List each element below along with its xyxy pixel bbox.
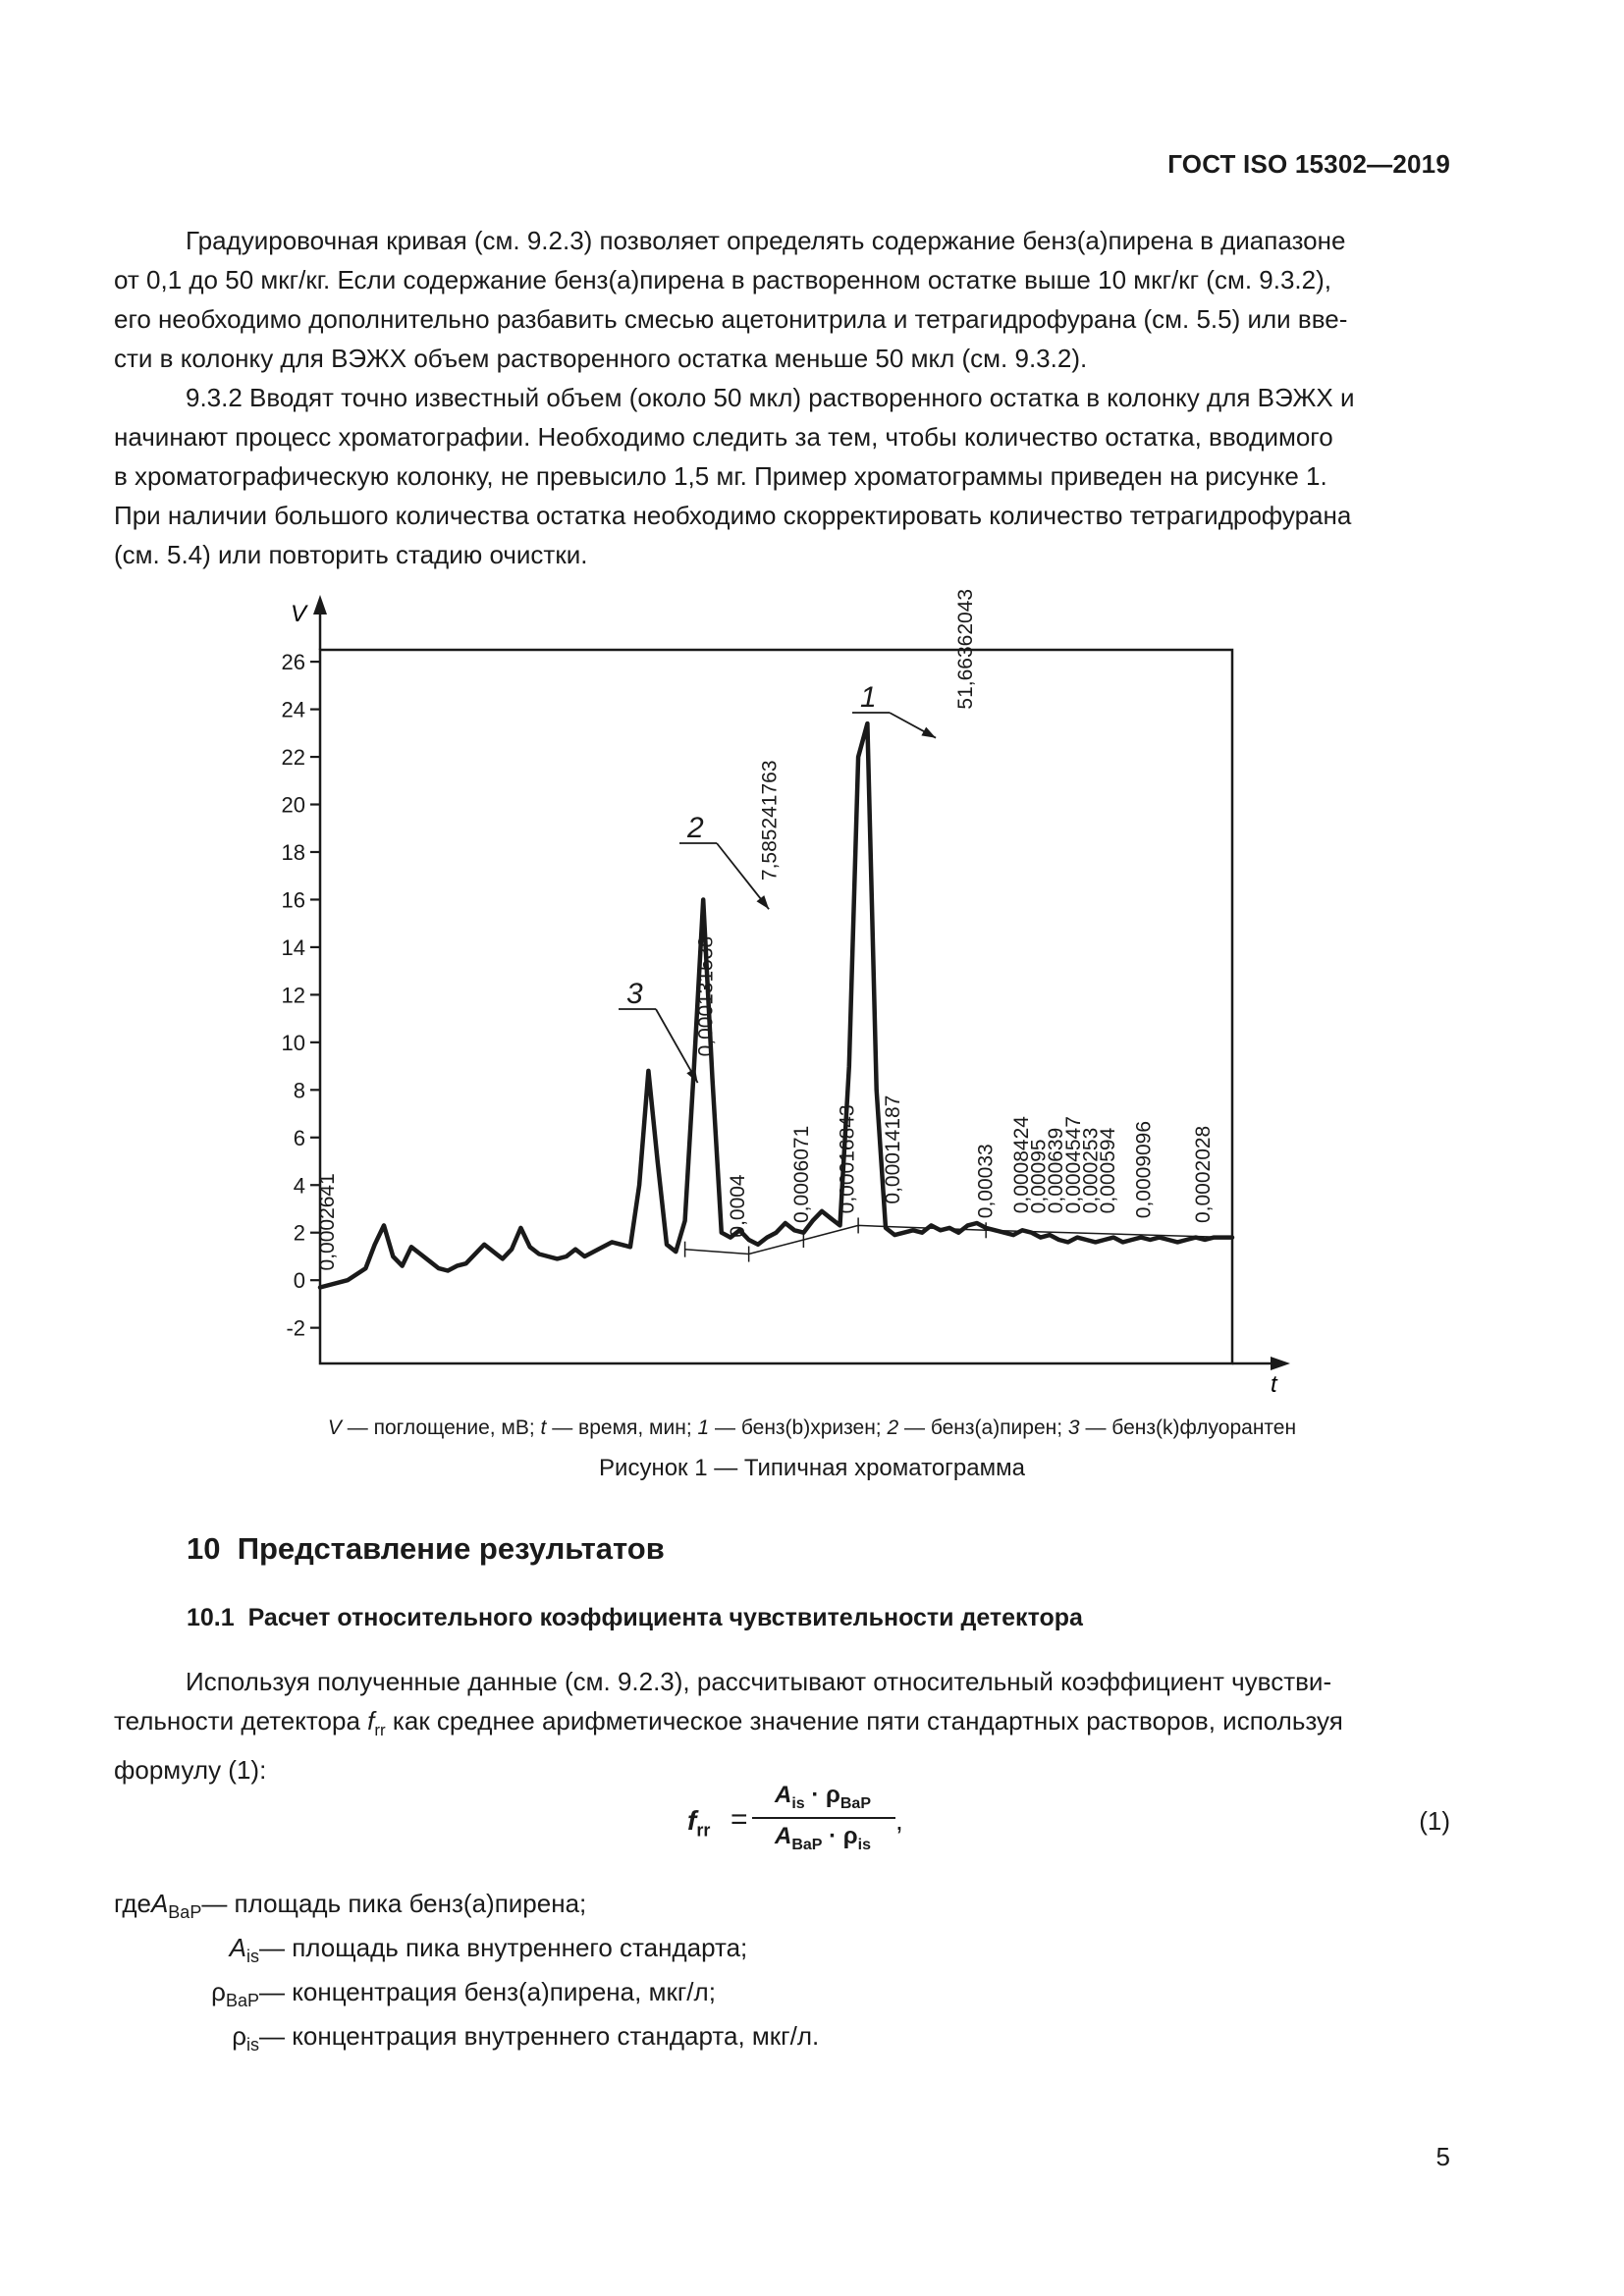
peak-area-label: 0,0002641 <box>315 1173 339 1271</box>
y-tick-label: 12 <box>281 983 305 1008</box>
paragraph-sensitivity <box>114 1662 1449 1789</box>
paragraph-line: начинают процесс хроматографии. Необходимо следить за тем, чтобы количество остатка, вводимого <box>114 422 1333 452</box>
plot-frame <box>320 650 1232 1363</box>
formula-fraction-bar <box>752 1817 895 1819</box>
paragraph-line: При наличии большого количества остатка необходимо скорректировать количество тетрагидрофурана <box>114 501 1352 530</box>
y-tick-label: 4 <box>293 1173 305 1199</box>
paragraph-line: формулу (1): <box>114 1755 267 1786</box>
formula-comma: , <box>895 1805 903 1836</box>
peak-area-label: 0,000253 <box>1079 1127 1103 1214</box>
standard-header: ГОСТ ISO 15302—2019 <box>1167 149 1450 179</box>
paragraph-line: 9.3.2 Вводят точно известный объем (около 50 мкл) растворенного остатка в колонку для ВЭЖХ и <box>186 383 1355 412</box>
y-axis-arrow-head <box>313 595 327 614</box>
paragraph-line: сти в колонку для ВЭЖХ объем растворенного остатка меньше 50 мкл (см. 9.3.2). <box>114 344 1088 373</box>
paragraph-line: от 0,1 до 50 мкг/кг. Если содержание бенз(а)пирена в растворенном остатке выше 10 мкг/кг (см. 9.3.2), <box>114 265 1331 294</box>
paragraph-line: в хроматографическую колонку, не превысило 1,5 мг. Пример хроматограммы приведен на рисунке 1. <box>114 461 1327 491</box>
figure-legend <box>0 1416 1624 1440</box>
formula-denominator: $A_{BaP} \cdot \rho_{is}$ <box>775 1823 871 1853</box>
legend-desc-2: — бенз(а)пирен; <box>898 1416 1068 1439</box>
peak-area-label: 0,00016843 <box>836 1104 859 1214</box>
peak-marker-arrowhead <box>921 727 936 738</box>
x-axis-arrow-head <box>1271 1357 1290 1370</box>
where-list <box>114 1886 819 2062</box>
where-prefix: где <box>114 1889 151 1918</box>
y-tick-label: 14 <box>281 934 305 960</box>
peak-area-label: 0,000594 <box>1097 1127 1120 1214</box>
peak-area-label: 0,0009096 <box>1132 1120 1156 1219</box>
legend-t-desc: — время, мин; <box>546 1416 698 1439</box>
legend-v-symbol: V <box>327 1416 342 1439</box>
peak-area-label: 0,0004547 <box>1061 1116 1085 1214</box>
y-tick-label: 2 <box>293 1220 305 1246</box>
y-tick-label: 10 <box>281 1030 305 1055</box>
where-row <box>114 1886 819 1930</box>
paragraph-10-1 <box>114 1662 1449 1789</box>
y-tick-label: 20 <box>281 792 305 818</box>
where-row <box>114 1930 819 1974</box>
where-description: — площадь пика внутреннего стандарта; <box>259 1933 748 1963</box>
inline-f-subscript: rr <box>374 1721 386 1740</box>
peak-area-label: 0,0006071 <box>790 1125 814 1223</box>
legend-desc-3: — бенз(k)флуорантен <box>1079 1416 1297 1439</box>
y-tick-label: 24 <box>281 697 305 722</box>
plot-area <box>291 595 1290 1398</box>
section-title: Представление результатов <box>237 1531 665 1566</box>
y-tick-label: 18 <box>281 839 305 865</box>
peak-area-label: 0,000131538 <box>694 935 718 1057</box>
inline-text: как среднее арифметическое значение пяти стандартных растворов, используя <box>385 1706 1343 1735</box>
paragraph-line: Градуировочная кривая (см. 9.2.3) позволяет определять содержание бенз(а)пирена в диапазоне <box>186 226 1346 255</box>
peak-marker-number: 1 <box>860 681 877 714</box>
y-axis-label: V <box>291 601 307 627</box>
where-description: — концентрация бенз(а)пирена, мкг/л; <box>259 1977 716 2007</box>
subsection-heading <box>187 1604 1083 1632</box>
y-tick-label: 26 <box>281 650 305 675</box>
y-tick-label: 8 <box>293 1078 305 1103</box>
peak-marker-number: 2 <box>687 812 704 844</box>
peak-area-label: 7,585241763 <box>758 760 782 881</box>
y-tick-label: 22 <box>281 745 305 771</box>
peak-area-label: 0,0008424 <box>1009 1116 1033 1214</box>
inline-f-symbol: f <box>367 1706 375 1735</box>
formula-lhs-subscript: rr <box>696 1820 711 1841</box>
legend-t-symbol: t <box>540 1416 547 1439</box>
formula-equals: = <box>731 1803 748 1836</box>
where-symbol: $A_{BaP}$ <box>150 1889 202 1923</box>
y-tick-label: 6 <box>293 1125 305 1150</box>
formula-numerator: $A_{is} \cdot \rho_{BaP}$ <box>775 1782 871 1812</box>
paragraph-line: (см. 5.4) или повторить стадию очистки. <box>114 540 588 569</box>
peak-label-layer <box>316 589 1215 1271</box>
where-row <box>114 2018 819 2062</box>
peak-marker-layer <box>619 681 936 1083</box>
formula-lhs: $f_{rr}$ <box>687 1805 711 1841</box>
where-symbol: $\rho_{BaP}$ <box>211 1977 259 2011</box>
legend-number-1: 1 <box>697 1416 710 1439</box>
peak-area-label: 0,00014187 <box>881 1095 904 1204</box>
peak-area-label: 0,0004 <box>726 1174 749 1238</box>
peak-area-label: 0,00095 <box>1027 1139 1051 1214</box>
section-heading <box>187 1531 665 1567</box>
where-symbol: $A_{is}$ <box>229 1933 259 1967</box>
y-tick-label: 16 <box>281 887 305 913</box>
paragraph-line: Используя полученные данные (см. 9.2.3), рассчитывают относительный коэффициент чувстви- <box>186 1667 1332 1696</box>
legend-desc-1: — бенз(b)хризен; <box>709 1416 888 1439</box>
legend-v-desc: — поглощение, мВ; <box>341 1416 541 1439</box>
formula-number: (1) <box>1419 1806 1450 1836</box>
paragraph-line <box>114 1701 1449 1750</box>
peak-area-label: 0,00033 <box>974 1144 998 1219</box>
legend-number-2: 2 <box>887 1416 899 1439</box>
peak-area-label: 0,0002028 <box>1191 1125 1215 1224</box>
y-ticks <box>282 650 320 1341</box>
peak-area-label: 51,66362043 <box>954 588 978 710</box>
peak-marker-arrowhead <box>757 895 770 909</box>
figure-title: Рисунок 1 — Типичная хроматограмма <box>599 1455 1025 1481</box>
formula-1 <box>687 1782 923 1860</box>
peak-marker-number: 3 <box>626 978 643 1010</box>
where-description: — концентрация внутреннего стандарта, мкг/л. <box>259 2021 820 2052</box>
where-row <box>114 1974 819 2018</box>
section-number: 10 <box>187 1531 221 1566</box>
x-axis-label: t <box>1271 1371 1277 1398</box>
subsection-number: 10.1 <box>187 1604 235 1631</box>
subsection-title: Расчет относительного коэффициента чувствительности детектора <box>247 1604 1083 1631</box>
inline-text: тельности детектора <box>114 1706 368 1735</box>
where-description: — площадь пика бенз(а)пирена; <box>201 1889 587 1918</box>
where-symbol: $\rho_{is}$ <box>232 2021 259 2056</box>
legend-number-3: 3 <box>1067 1416 1080 1439</box>
peak-area-label: 0,000639 <box>1045 1127 1068 1214</box>
y-tick-label: -2 <box>286 1315 305 1341</box>
paragraph-line: его необходимо дополнительно разбавить смесью ацетонитрила и тетрагидрофурана (см. 5.5) или вве- <box>114 304 1348 334</box>
page-number: 5 <box>1435 2142 1450 2171</box>
y-tick-label: 0 <box>293 1268 305 1294</box>
